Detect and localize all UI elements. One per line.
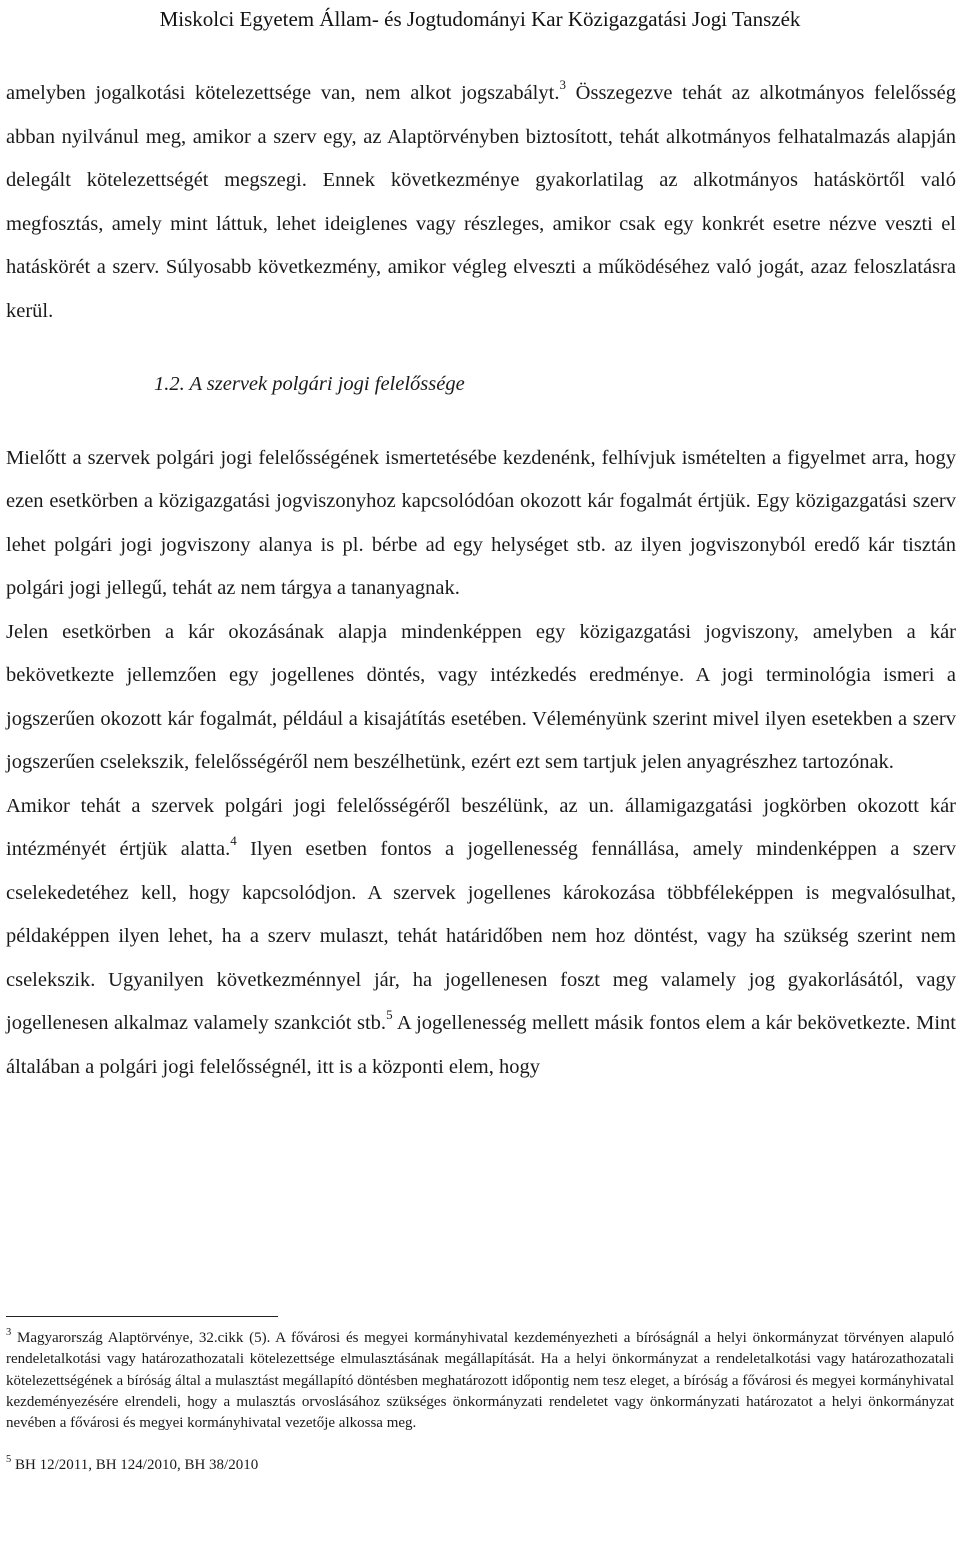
paragraph-4-start: Amikor tehát a szervek polgári jogi felelősségéről beszélünk, az un. államigazgatási jogkörben okozott kár intézményét értjük alatta. xyxy=(6,794,956,860)
footnote-5-text: BH 12/2011, BH 124/2010, BH 38/2010 xyxy=(11,1457,259,1474)
footnote-3-number: 3 xyxy=(6,1327,12,1338)
paragraph-1-rest: Összegezve tehát az alkotmányos felelősség abban nyilvánul meg, amikor a szerv egy, az Alaptörvényben biztosított, tehát alkotmányos felhatalmazás alapján delegált kötelezettségét megszegi. Ennek következménye gyakorlatilag az alkotmányos hatáskörtől való megfosztás, amely mint láttuk, lehet ideiglenes vagy részleges, amikor csak egy konkrét esetre nézve veszti el hatáskörét a szerv. Súlyosabb következmény, amikor végleg elveszti a működéséhez való jogát, azaz feloszlatásra kerül. xyxy=(6,82,957,322)
footnote-5-number: 5 xyxy=(6,1454,12,1466)
paragraph-2: Mielőtt a szervek polgári jogi felelősségének ismertetésébe kezdenénk, felhívjuk ismételten a figyelmet arra, hogy ezen esetkörben a közigazgatási jogviszonyhoz kapcsolódóan okozott kár fogalmát értjük. Egy közigazgatási szerv lehet polgári jogi jogviszony alanya is pl. bérbe ad egy helységet stb. az ilyen jogviszonyból eredő kár tisztán polgári jogi jellegű, tehát az nem tárgya a tananyagnak. xyxy=(6,446,956,599)
section-title: A szervek polgári jogi felelőssége xyxy=(184,373,465,395)
footnotes xyxy=(6,1328,954,1477)
footnote-3 xyxy=(6,1328,954,1434)
spacer xyxy=(6,407,956,437)
body-text xyxy=(6,72,956,1089)
section-number: 1.2. xyxy=(154,373,185,395)
paragraph-3: Jelen esetkörben a kár okozásának alapja mindenképpen egy közigazgatási jogviszony, amelyben a kár bekövetkezte jellemzően egy jogellenes döntés, vagy intézkedés eredménye. A jogi terminológia ismeri a jogszerűen okozott kár fogalmát, például a kisajátítás esetében. Véleményünk szerint mivel ilyen esetekben a szerv jogszerűen cselekszik, felelősségéről nem beszélhetünk, ezért ezt sem tartjuk jelen anyagrészhez tartozónak. xyxy=(6,620,956,773)
footnote-ref-3[interactable]: 3 xyxy=(559,77,566,93)
footnote-3-text: Magyarország Alaptörvénye, 32.cikk (5). A fővárosi és megyei kormányhivatal kezdeményezheti a bíróságnál a helyi önkormányzat törvényen alapuló rendeletalkotási vagy határozathozatali kötelezettsége elmulasztásának megállapítását. Ha a helyi önkormányzat a rendeletalkotási vagy határozathozatali kötelezettségének a bíróság által a mulasztást megállapító döntésben meghatározott időpontig nem tesz eleget, a bíróság a fővárosi és megyei kormányhivatal kezdeményezésére elrendeli, hogy a mulasztás orvoslásához szükséges önkormányzati rendeletet vagy önkormányzati határozatot a helyi önkormányzat nevében a fővárosi és megyei kormányhivatal vezetője alkossa meg. xyxy=(6,1330,954,1432)
section-heading xyxy=(6,363,956,407)
paragraph-1-start: amelyben jogalkotási kötelezettsége van, nem alkot jogszabályt. xyxy=(6,82,560,104)
footnote-ref-5[interactable]: 5 xyxy=(386,1007,393,1023)
footnote-ref-4[interactable]: 4 xyxy=(230,833,237,849)
paragraph-1 xyxy=(6,72,956,333)
paragraph-4-end: A jogellenesség mellett másik fontos elem a kár bekövetkezte. Mint általában a polgári jogi felelősségnél, itt is a központi elem, hogy xyxy=(6,1012,956,1078)
footnote-5 xyxy=(6,1455,954,1476)
paragraph-4 xyxy=(6,785,956,1090)
footnote-divider xyxy=(6,1316,278,1317)
spacer xyxy=(6,333,956,363)
page-header: Miskolci Egyetem Állam- és Jogtudományi Kar Közigazgatási Jogi Tanszék xyxy=(159,7,801,31)
paragraph-4-middle: Ilyen esetben fontos a jogellenesség fennállása, amely mindenképpen a szerv cselekedetéhez kell, hogy kapcsolódjon. A szervek jogellenes károkozása többféleképpen is megvalósulhat, példaképpen ilyen lehet, ha a szerv mulaszt, tehát határidőben nem hoz döntést, vagy ha szükség szerint nem cselekszik. Ugyanilyen következménnyel jár, ha jogellenesen foszt meg valamely jog gyakorlásától, vagy jogellenesen alkalmaz valamely szankciót stb. xyxy=(6,838,956,1034)
